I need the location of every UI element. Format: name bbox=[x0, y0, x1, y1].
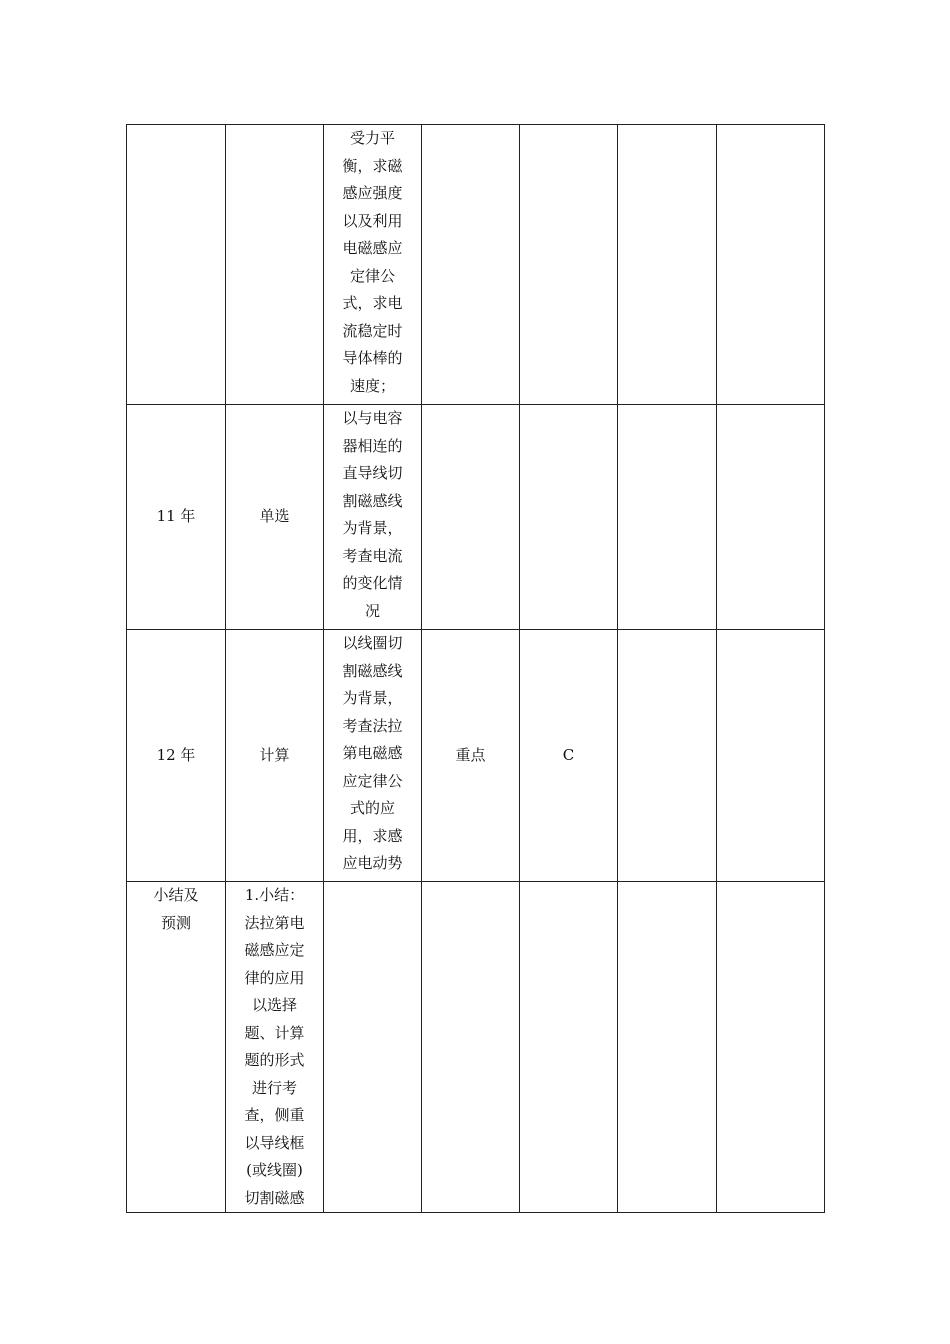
cell-empty bbox=[324, 882, 422, 1213]
cell-extra1 bbox=[618, 125, 717, 405]
cell-extra2 bbox=[717, 405, 825, 630]
table-row bbox=[127, 125, 825, 405]
level-text: C bbox=[562, 745, 575, 764]
cell-importance bbox=[422, 405, 520, 630]
cell-content bbox=[324, 405, 422, 630]
summary-label: 小结及 预测 bbox=[153, 886, 199, 932]
type-text: 计算 bbox=[259, 745, 290, 764]
content-text: 受力平 衡，求磁 感应强度 以及利用 电磁感应 定律公 式，求电 流稳定时 导体棒的 速度； bbox=[342, 129, 403, 395]
cell-content bbox=[324, 125, 422, 405]
summary-text: 1.小结： 法拉第电 磁感应定 律的应用 以选择 题、计算 题的形式 进行考 查，侧重 以导线框 (或线圈) 切割磁感 bbox=[244, 886, 305, 1207]
exam-analysis-table bbox=[126, 124, 825, 1213]
cell-content bbox=[324, 630, 422, 882]
importance-text: 重点 bbox=[455, 745, 486, 764]
cell-extra2 bbox=[717, 125, 825, 405]
table-row bbox=[127, 882, 825, 1213]
year-text: 12 年 bbox=[156, 745, 196, 764]
cell-extra1 bbox=[618, 630, 717, 882]
cell-type bbox=[226, 405, 324, 630]
cell-importance bbox=[422, 630, 520, 882]
cell-extra2 bbox=[717, 630, 825, 882]
cell-year bbox=[127, 405, 226, 630]
cell-extra1 bbox=[618, 405, 717, 630]
cell-empty bbox=[717, 882, 825, 1213]
cell-level bbox=[520, 125, 618, 405]
table-row bbox=[127, 405, 825, 630]
type-text: 单选 bbox=[259, 507, 290, 526]
cell-type bbox=[226, 630, 324, 882]
cell-level bbox=[520, 405, 618, 630]
cell-empty bbox=[520, 882, 618, 1213]
table-row bbox=[127, 630, 825, 882]
cell-summary-text bbox=[226, 882, 324, 1213]
cell-year bbox=[127, 630, 226, 882]
content-text: 以线圈切 割磁感线 为背景， 考查法拉 第电磁感 应定律公 式的应 用，求感 应电动势 bbox=[342, 634, 403, 872]
cell-empty bbox=[422, 882, 520, 1213]
cell-level bbox=[520, 630, 618, 882]
cell-summary-label bbox=[127, 882, 226, 1213]
cell-empty bbox=[618, 882, 717, 1213]
cell-type bbox=[226, 125, 324, 405]
year-text: 11 年 bbox=[156, 507, 196, 526]
content-text: 以与电容 器相连的 直导线切 割磁感线 为背景， 考查电流 的变化情 况 bbox=[342, 409, 403, 620]
cell-year bbox=[127, 125, 226, 405]
cell-importance bbox=[422, 125, 520, 405]
